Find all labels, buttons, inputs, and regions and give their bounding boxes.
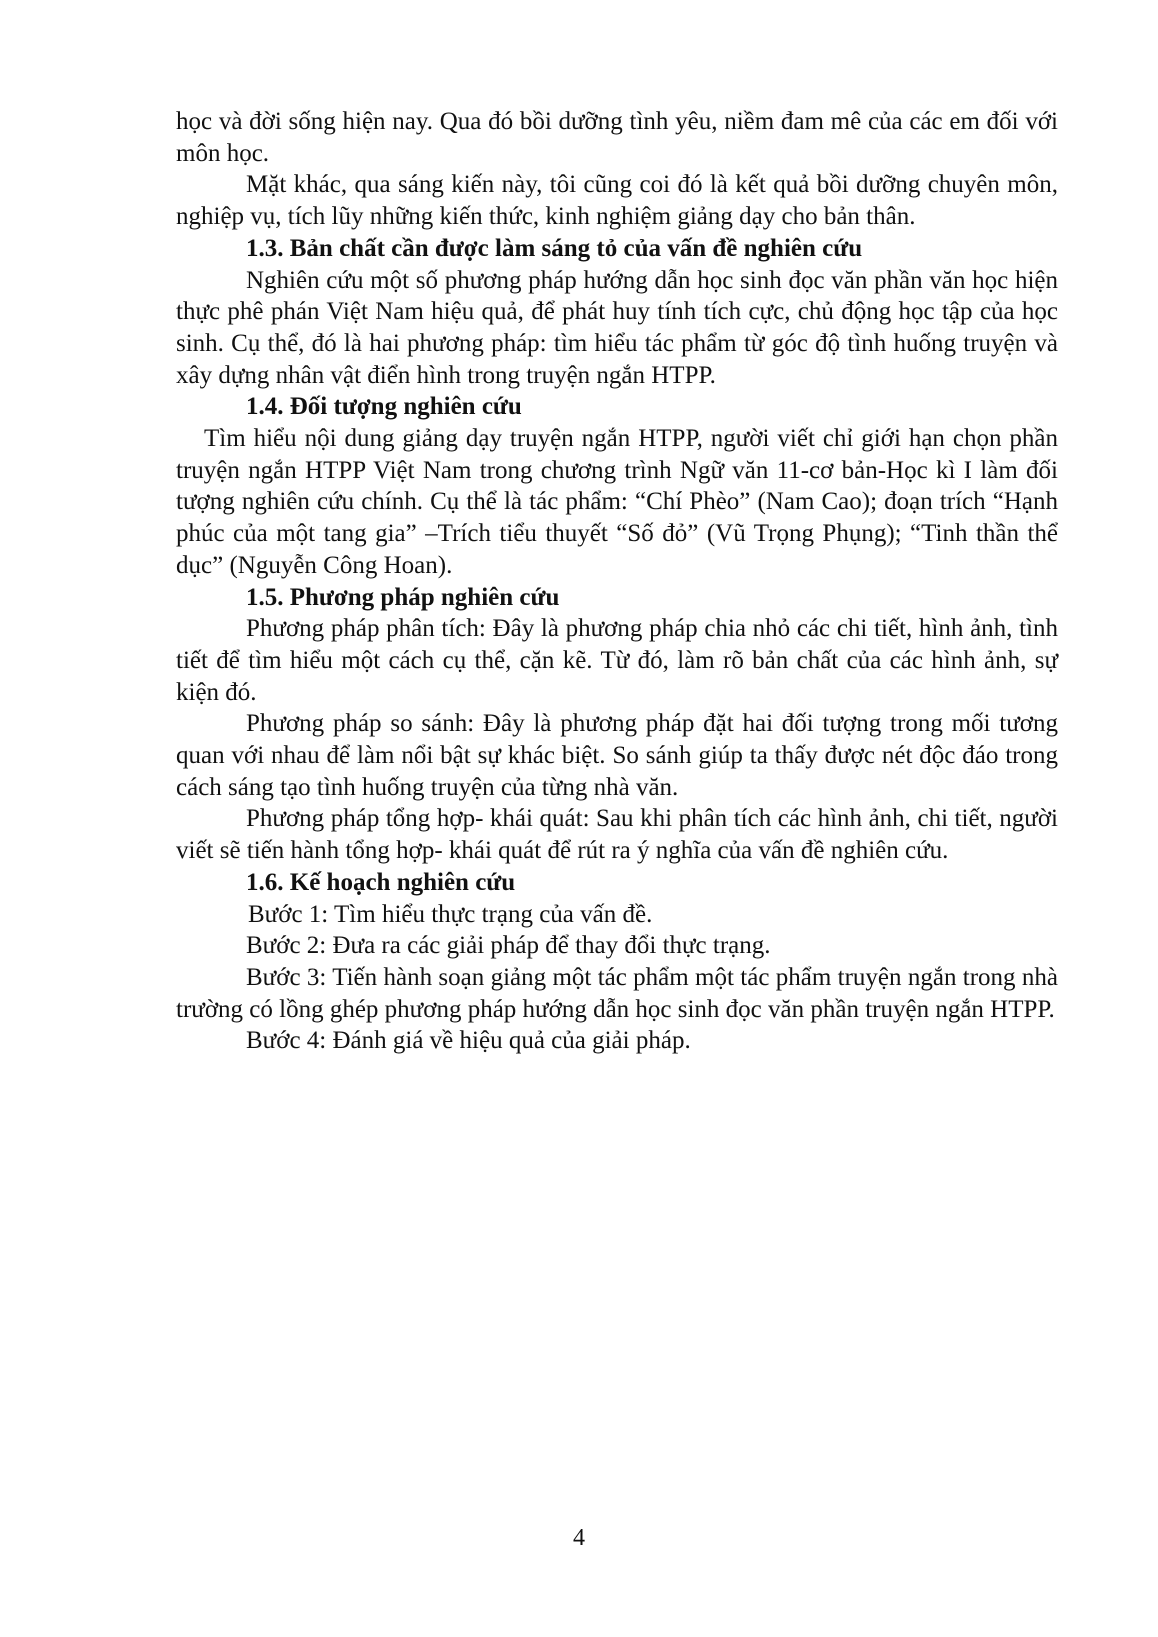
- paragraph-method-comparison: Phương pháp so sánh: Đây là phương pháp đặt hai đối tượng trong mối tương quan với nhau để làm nổi bật sự khác biệt. So sánh giúp ta thấy được nét độc đáo trong cách sáng tạo tình huống truyện của từng nhà văn.: [176, 710, 1058, 801]
- paragraph-method-analysis: Phương pháp phân tích: Đây là phương pháp chia nhỏ các chi tiết, hình ảnh, tình tiết để tìm hiểu một cách cụ thể, cặn kẽ. Từ đó, làm rõ bản chất của các hình ảnh, sự kiện đó.: [176, 615, 1058, 706]
- heading-1-4: 1.4. Đối tượng nghiên cứu: [246, 393, 522, 421]
- page-number: 4: [573, 1525, 585, 1551]
- paragraph-intro-continued: học và đời sống hiện nay. Qua đó bồi dưỡng tình yêu, niềm đam mê của các em đối với môn học.: [176, 108, 1058, 167]
- paragraph-intro-self: Mặt khác, qua sáng kiến này, tôi cũng coi đó là kết quả bồi dưỡng chuyên môn, nghiệp vụ, tích lũy những kiến thức, kinh nghiệm giảng dạy cho bản thân.: [176, 171, 1058, 231]
- heading-1-3: 1.3. Bản chất cần được làm sáng tỏ của vấn đề nghiên cứu: [246, 234, 863, 262]
- paragraph-step-2: Bước 2: Đưa ra các giải pháp để thay đổi thực trạng.: [246, 932, 771, 960]
- paragraph-1-4: Tìm hiểu nội dung giảng dạy truyện ngắn HTPP, người viết chỉ giới hạn chọn phần truyện ngắn HTPP Việt Nam trong chương trình Ngữ văn 11-cơ bản-Học kì I làm đối tượng nghiên cứu chính. Cụ thể là tác phẩm: “Chí Phèo” (Nam Cao); đoạn trích “Hạnh phúc của một tang gia” –Trích tiểu thuyết “Số đỏ” (Vũ Trọng Phụng); “Tinh thần thể dục” (Nguyễn Công Hoan).: [176, 425, 1058, 579]
- document-body: [176, 106, 1058, 1057]
- paragraph-1-3: Nghiên cứu một số phương pháp hướng dẫn học sinh đọc văn phần văn học hiện thực phê phán Việt Nam hiệu quả, để phát huy tính tích cực, chủ động học tập của học sinh. Cụ thể, đó là hai phương pháp: tìm hiểu tác phẩm từ góc độ tình huống truyện và xây dựng nhân vật điển hình trong truyện ngắn HTPP.: [176, 266, 1058, 389]
- heading-1-5: 1.5. Phương pháp nghiên cứu: [246, 583, 560, 611]
- paragraph-method-synthesis: Phương pháp tổng hợp- khái quát: Sau khi phân tích các hình ảnh, chi tiết, người viết sẽ tiến hành tổng hợp- khái quát để rút ra ý nghĩa của vấn đề nghiên cứu.: [176, 805, 1058, 865]
- heading-1-6: 1.6. Kế hoạch nghiên cứu: [246, 868, 516, 896]
- paragraph-step-1: Bước 1: Tìm hiểu thực trạng của vấn đề.: [248, 900, 653, 928]
- paragraph-step-3: Bước 3: Tiến hành soạn giảng một tác phẩm một tác phẩm truyện ngắn trong nhà trường có lồng ghép phương pháp hướng dẫn học sinh đọc văn phần truyện ngắn HTPP.: [176, 963, 1058, 1023]
- paragraph-step-4: Bước 4: Đánh giá về hiệu quả của giải pháp.: [246, 1027, 691, 1055]
